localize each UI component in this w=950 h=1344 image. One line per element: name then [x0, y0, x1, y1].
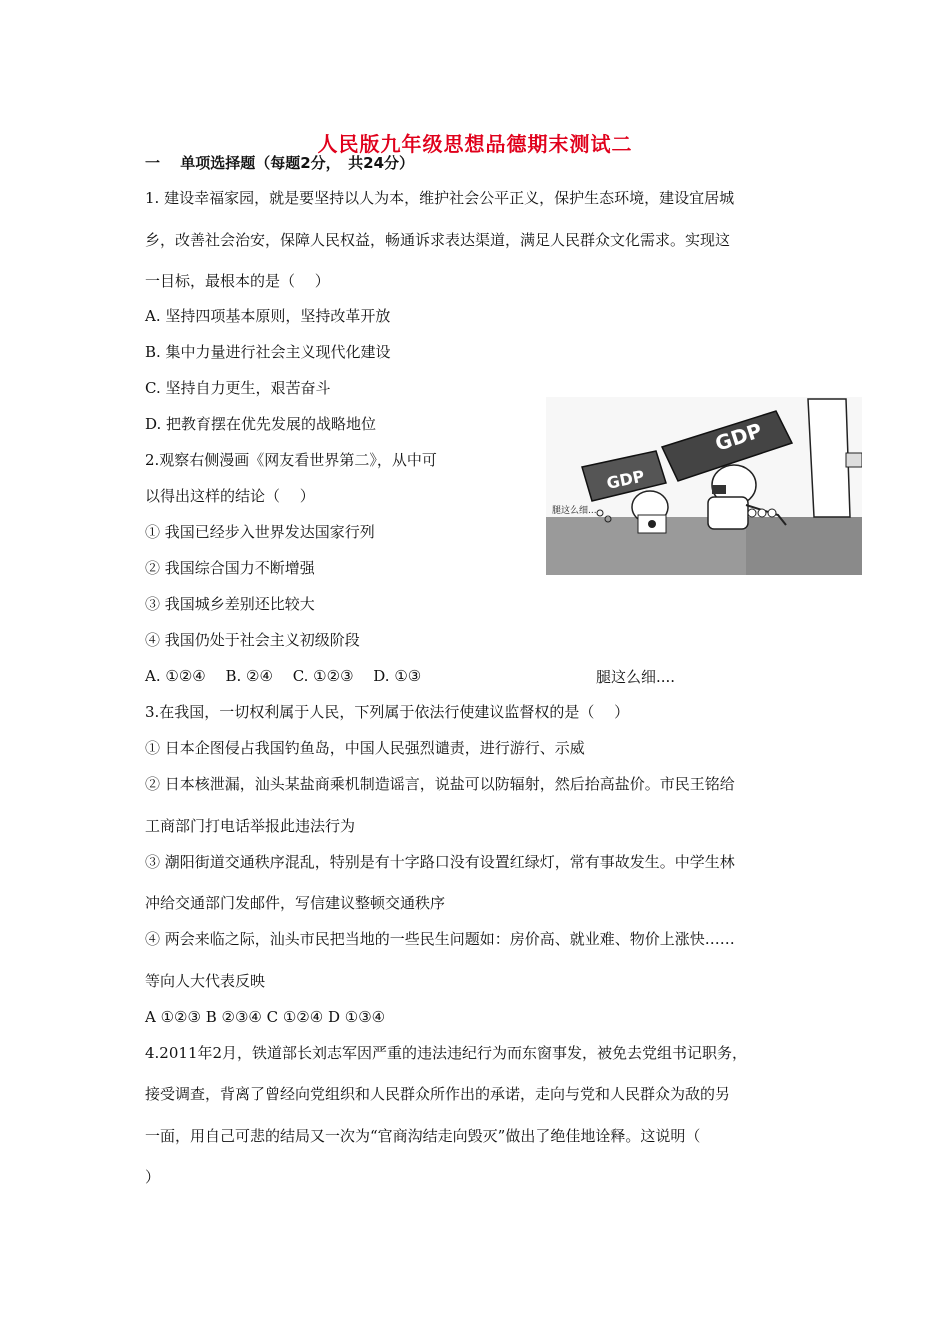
text-line: ① 我国已经步入世界发达国家行列 — [145, 523, 375, 541]
china-flag-icon — [712, 485, 726, 494]
section-heading: 一 单项选择题（每题2分， 共24分） — [145, 154, 415, 172]
text-line: ① 日本企图侵占我国钓鱼岛，中国人民强烈谴责，进行游行、示威 — [145, 739, 585, 757]
tiny-figures — [748, 509, 776, 517]
cartoon-caption: 腿这么细.... — [596, 668, 676, 686]
text-line: ② 日本核泄漏，汕头某盐商乘机制造谣言，说盐可以防辐射，然后抬高盐价。市民王铭给 — [145, 775, 735, 793]
speech-text: 腿这么细... — [552, 506, 597, 516]
tall-figure — [808, 399, 850, 517]
text-line: 等向人大代表反映 — [145, 972, 266, 990]
cartoon-step — [746, 517, 862, 575]
right-character-body — [708, 497, 748, 529]
big-stack-label: GDP — [712, 418, 765, 456]
text-line: 1. 建设幸福家园，就是要坚持以人为本，维护社会公平正义，保护生态环境，建设宜居城 — [145, 189, 735, 207]
text-line: A. 坚持四项基本原则，坚持改革开放 — [145, 307, 391, 325]
text-line: ③ 潮阳街道交通秩序混乱，特别是有十字路口没有设置红绿灯，常有事故发生。中学生林 — [145, 853, 735, 871]
text-line: 3.在我国，一切权利属于人民，下列属于依法行使建议监督权的是（ ） — [145, 703, 630, 721]
cartoon-drawing — [546, 397, 862, 575]
text-line: ） — [145, 1168, 161, 1186]
text-line: 接受调查，背离了曾经向党组织和人民群众所作出的承诺，走向与党和人民群众为敌的另 — [145, 1085, 731, 1103]
text-line: D. 把教育摆在优先发展的战略地位 — [145, 415, 377, 433]
text-line: 乡，改善社会治安，保障人民权益，畅通诉求表达渠道，满足人民群众文化需求。实现这 — [145, 231, 731, 249]
text-line: C. 坚持自力更生，艰苦奋斗 — [145, 379, 331, 397]
text-line: A ①②③ B ②③④ C ①②④ D ①③④ — [145, 1008, 386, 1026]
text-line: ④ 我国仍处于社会主义初级阶段 — [145, 631, 360, 649]
text-line: 一目标，最根本的是（ ） — [145, 272, 330, 290]
text-line: 4.2011年2月，铁道部长刘志军因严重的违法违纪行为而东窗事发，被免去党组书记职务， — [145, 1044, 748, 1062]
text-line: 以得出这样的结论（ ） — [145, 487, 315, 505]
text-line: ④ 两会来临之际，汕头市民把当地的一些民生问题如：房价高、就业难、物价上涨快…… — [145, 930, 735, 948]
text-line: ② 我国综合国力不断增强 — [145, 559, 315, 577]
small-stack-label: GDP — [604, 466, 647, 493]
text-line: A. ①②④ B. ②④ C. ①②③ D. ①③ — [145, 667, 422, 685]
text-line: 2.观察右侧漫画《网友看世界第二》，从中可 — [145, 451, 437, 469]
flag-icon — [846, 453, 862, 467]
text-line: B. 集中力量进行社会主义现代化建设 — [145, 343, 391, 361]
text-line: 一面，用自己可悲的结局又一次为“官商沟结走向毁灭”做出了绝佳地诠释。这说明（ — [145, 1127, 701, 1145]
text-line: 冲给交通部门发邮件，写信建议整顿交通秩序 — [145, 894, 446, 912]
text-line: ③ 我国城乡差别还比较大 — [145, 595, 315, 613]
page-title: 人民版九年级思想品德期末测试二 — [317, 132, 633, 156]
cartoon-image — [546, 397, 862, 575]
text-line: 工商部门打电话举报此违法行为 — [145, 817, 356, 835]
